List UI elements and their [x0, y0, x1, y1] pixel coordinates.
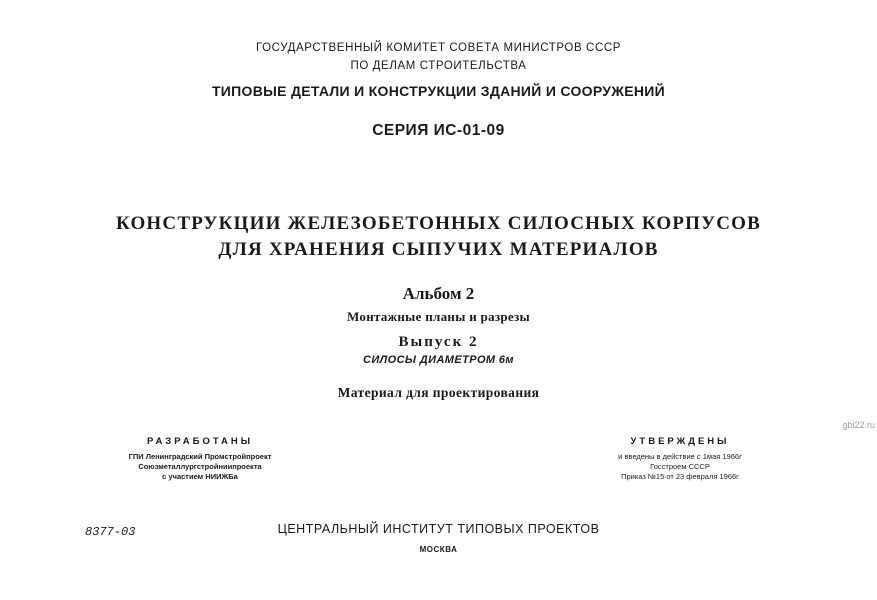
issue-subtitle: СИЛОСЫ ДИАМЕТРОМ 6м [363, 354, 514, 366]
org-line-1: ГОСУДАРСТВЕННЫЙ КОМИТЕТ СОВЕТА МИНИСТРОВ СССР [255, 42, 622, 54]
approved-line: Приказ №15 от 23 февраля 1966г [621, 472, 739, 481]
approved-block [580, 436, 780, 482]
org-line-2: ПО ДЕЛАМ СТРОИТЕЛЬСТВА [350, 60, 527, 72]
developed-line: ГПИ Ленинградский Промстройпроект [128, 452, 272, 461]
album-label: Альбом 2 [402, 284, 475, 303]
developed-heading: РАЗРАБОТАНЫ [146, 436, 254, 447]
approved-heading: УТВЕРЖДЕНЫ [630, 436, 730, 447]
issue-label: Выпуск 2 [398, 334, 479, 350]
typical-details-heading: ТИПОВЫЕ ДЕТАЛИ И КОНСТРУКЦИИ ЗДАНИЙ И СООРУЖЕНИЙ [211, 83, 666, 99]
document-code: 8377-03 [85, 525, 136, 539]
developed-line: Союзметаллургстройниипроекта [138, 462, 262, 471]
design-material-note: Материал для проектирования [337, 385, 540, 400]
developed-line: с участием НИИЖБа [162, 472, 238, 481]
developed-by-block [100, 436, 300, 482]
institute-name: ЦЕНТРАЛЬНЫЙ ИНСТИТУТ ТИПОВЫХ ПРОЕКТОВ [277, 522, 600, 536]
main-title-line-1: КОНСТРУКЦИИ ЖЕЛЕЗОБЕТОННЫХ СИЛОСНЫХ КОРПУСОВ [115, 213, 762, 234]
main-title-line-2: ДЛЯ ХРАНЕНИЯ СЫПУЧИХ МАТЕРИАЛОВ [218, 239, 659, 260]
city-name: МОСКВА [419, 545, 458, 554]
watermark-text: gbi22.ru [842, 420, 875, 430]
approved-line: и введены в действие с 1мая 1966г [618, 452, 742, 461]
album-subtitle: Монтажные планы и разрезы [347, 309, 530, 324]
approved-line: Госстроем СССР [650, 462, 710, 471]
series-number: СЕРИЯ ИС-01-09 [372, 122, 505, 139]
